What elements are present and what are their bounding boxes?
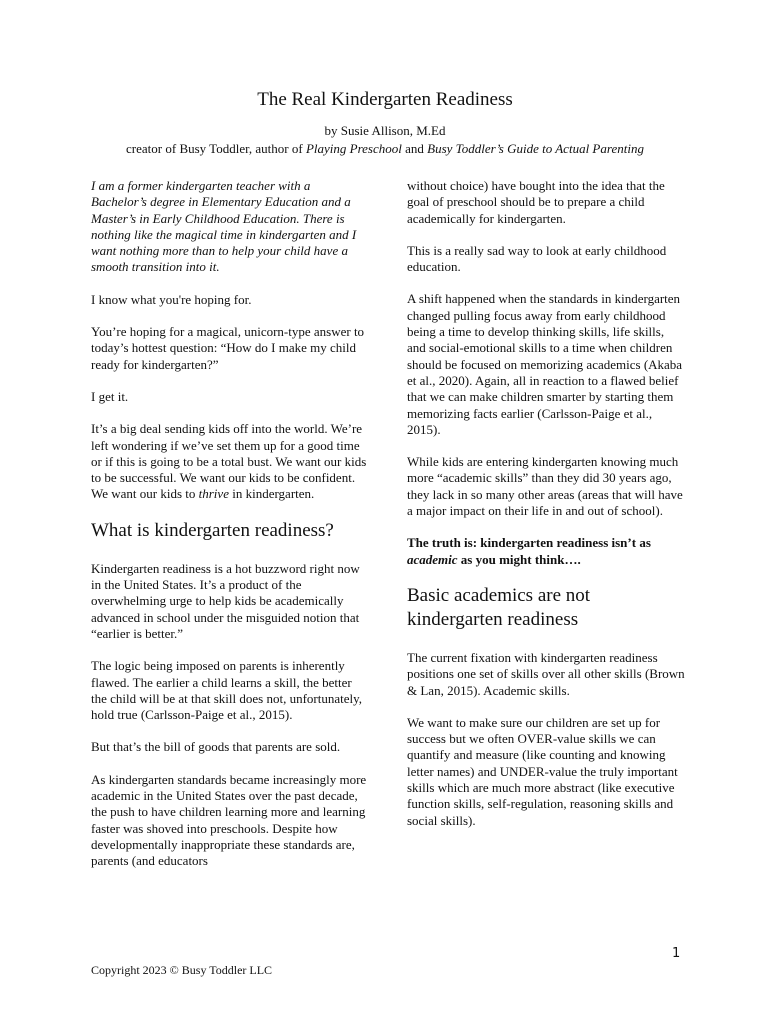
paragraph: This is a really sad way to look at early childhood education. [407, 242, 667, 275]
paragraph: I get it. [91, 388, 129, 404]
paragraph: The current fixation with kindergarten readiness positions one set of skills over all other skills (Brown & Lan, 2015). Academic skills. [407, 649, 685, 698]
paragraph [91, 421, 369, 502]
intro-paragraph: I am a former kindergarten teacher with a Bachelor’s degree in Elementary Education and a Master’s in Early Childhood Education. There is nothing like the magical time in kindergarten and I want nothing more than to help your child have a smooth transition into it. [91, 178, 357, 275]
paragraph: I know what you're hoping for. [91, 291, 252, 307]
credits-prefix: creator of Busy Toddler, author of [126, 141, 306, 156]
emphasis-thrive: thrive [198, 486, 229, 502]
section-heading: Basic academics are not kindergarten readiness [407, 584, 591, 630]
section-heading: What is kindergarten readiness? [91, 519, 334, 541]
emphasis-academic: academic [407, 551, 458, 567]
left-column [91, 178, 369, 886]
paragraph-text: It’s a big deal sending kids off into the world. We’re left wondering if we’ve set them up for a good time or if this is going to be a total bust. We want our kids to be successful. We want our kids to be confident. We want our kids to [91, 421, 367, 502]
truth-text: as you might think…. [457, 551, 581, 567]
paragraph: The logic being imposed on parents is inherently flawed. The earlier a child learns a skill, the better the child will be at that skill does not, unfortunately, hold true (Carlsson-Paige et al., 2015). [91, 658, 363, 723]
book-title-2: Busy Toddler’s Guide to Actual Parenting [427, 141, 644, 156]
book-title-1: Playing Preschool [305, 141, 402, 156]
author-byline: by Susie Allison, M.Ed [324, 123, 446, 138]
paragraph-text: in kindergarten. [228, 486, 315, 502]
copyright-footer: Copyright 2023 © Busy Toddler LLC [91, 963, 273, 977]
author-credits [0, 141, 770, 157]
page-number: 1 [672, 946, 681, 961]
paragraph: We want to make sure our children are set up for success but we often OVER-value skills we can quantify and measure (like counting and knowing letter names) and UNDER-value the truly important skills which are much more abstract (like executive function skills, self-regulation, reasoning skills and social skills). [407, 714, 678, 828]
paragraph: without choice) have bought into the idea that the goal of preschool should be to prepare a child academically for kindergarten. [407, 178, 665, 226]
paragraph: But that’s the bill of goods that parents are sold. [91, 739, 341, 755]
paragraph: A shift happened when the standards in kindergarten changed pulling focus away from early childhood being a time to develop thinking skills, life skills, and social-emotional skills to a time when children should be focused on memorizing academics (Akaba et al., 2020). Again, all in reaction to a flawed belief that we can make children smarter by starting them memorizing facts earlier (Carlsson-Paige et al., 2015). [407, 291, 683, 437]
paragraph: While kids are entering kindergarten knowing much more “academic skills” than they did 30 years ago, they lack in so many other areas (areas that will have a major impact on their life in and out of school). [407, 454, 683, 519]
truth-text: The truth is: kindergarten readiness isn’t as [407, 535, 651, 551]
paragraph: Kindergarten readiness is a hot buzzword right now in the United States. It’s a product of the overwhelming urge to help kids be academically advanced in school under the misguided notion that “earlier is better.” [91, 560, 360, 641]
right-column [407, 178, 685, 845]
credits-mid: and [401, 141, 428, 156]
paragraph: As kindergarten standards became increasingly more academic in the United States over the past decade, the push to have children learning more and learning faster was shoved into preschools. Despite how developmentally inappropriate these standards are, parents (and educators [91, 771, 367, 869]
truth-statement [407, 535, 685, 568]
document-title: The Real Kindergarten Readiness [257, 89, 513, 110]
paragraph: You’re hoping for a magical, unicorn-type answer to today’s hottest question: “How do I make my child ready for kindergarten?” [91, 324, 365, 372]
